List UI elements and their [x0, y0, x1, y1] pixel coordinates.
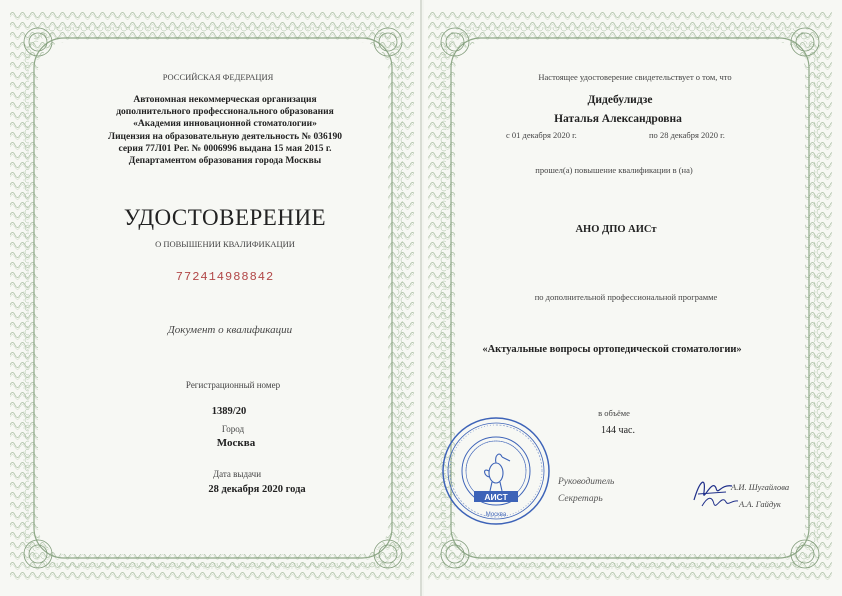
city-value: Москва	[216, 437, 256, 449]
org-line: Автономная некоммерческая организация	[133, 95, 317, 105]
document-title: УДОСТОВЕРЕНИЕ	[123, 205, 327, 230]
issue-date-label: Дата выдачи	[212, 469, 262, 479]
organization-stamp	[440, 415, 552, 527]
stamp-center-text: АИСТ	[484, 492, 508, 502]
org-line: Лицензия на образовательную деятельность № 036190	[108, 131, 342, 142]
org-line: серия 77Л01 Рег. № 0006996 выдана 15 мая 2015 г.	[118, 143, 332, 154]
from-day: 01	[511, 130, 521, 140]
issuing-organization	[108, 94, 342, 167]
issue-date: 28 декабря 2020 года	[208, 484, 306, 495]
passed-text: прошел(а) повышение квалификации в (на)	[535, 165, 693, 175]
training-organization: АНО ДПО АИСт	[575, 224, 657, 235]
secretary-label: Секретарь	[558, 494, 603, 504]
intro-text: Настоящее удостоверение свидетельствует о том, что	[538, 72, 732, 82]
holder-surname: Дидебулидзе	[587, 94, 653, 106]
period-from	[506, 130, 577, 140]
secretary-signature	[700, 492, 740, 512]
country-header: РОССИЙСКАЯ ФЕДЕРАЦИЯ	[162, 72, 274, 82]
stamp-city: Москва	[485, 512, 507, 518]
document-subtitle: О ПОВЫШЕНИИ КВАЛИФИКАЦИИ	[155, 239, 295, 249]
org-line: Департаментом образования города Москвы	[128, 156, 322, 167]
volume-label: в объёме	[598, 408, 630, 418]
holder-name: Наталья Александровна	[554, 113, 682, 125]
document-type: Документ о квалификации	[167, 324, 293, 336]
city-label: Город	[221, 424, 245, 434]
period-to	[649, 130, 725, 140]
head-label: Руководитель	[558, 477, 615, 487]
to-day: 28	[659, 130, 669, 140]
program-label: по дополнительной профессиональной программе	[534, 292, 718, 302]
program-title: «Актуальные вопросы ортопедической стоматологии»	[482, 344, 742, 355]
secretary-name: А.А. Гайдук	[739, 499, 781, 509]
to-prefix: по	[649, 130, 658, 140]
org-line: дополнительного профессионального образования	[116, 107, 334, 118]
head-name: А.И. Шугайлова	[731, 482, 790, 492]
registration-number: 1389/20	[211, 406, 247, 417]
serial-number: 772414988842	[175, 270, 275, 284]
from-prefix: с	[506, 130, 510, 140]
registration-label: Регистрационный номер	[185, 380, 281, 390]
to-month-year: декабря 2020 г.	[670, 130, 725, 140]
volume-value: 144 час.	[601, 425, 635, 436]
from-month-year: декабря 2020 г.	[522, 130, 577, 140]
org-line: «Академия инновационной стоматологии»	[133, 119, 317, 130]
